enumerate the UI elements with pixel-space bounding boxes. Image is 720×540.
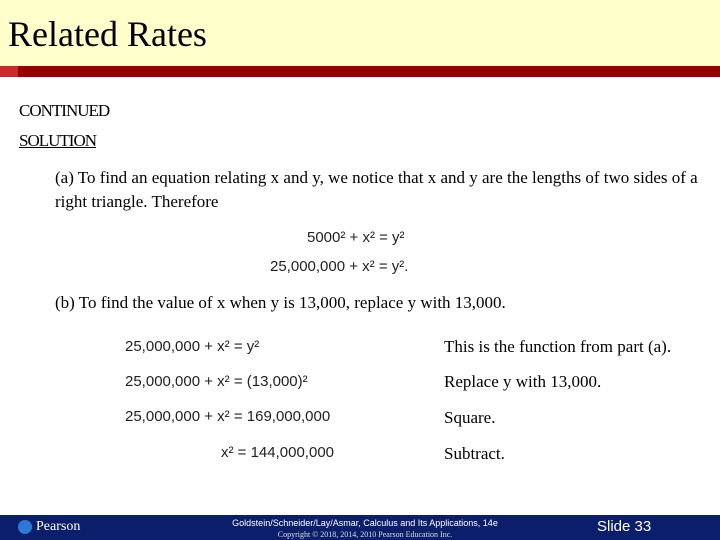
equation-b2: 25,000,000 + x² = (13,000)² [125, 373, 308, 390]
part-b-text: (b) To find the value of x when y is 13,000, replace y with 13,000. [55, 293, 506, 312]
title-rule [0, 66, 720, 77]
part-a-paragraph: (a) To find an equation relating x and y, we notice that x and y are the lengths of two sides of a right triangle. Therefore [55, 168, 698, 211]
equation-b1: 25,000,000 + x² = y² [125, 338, 260, 355]
solution-label: SOLUTION [19, 131, 96, 150]
pearson-logo-icon [18, 520, 32, 534]
note-b2: Replace y with 13,000. [444, 372, 602, 391]
footer-citation: Goldstein/Schneider/Lay/Asmar, Calculus and Its Applications, 14e [232, 518, 498, 528]
note-b4: Subtract. [444, 444, 505, 463]
equation-b3: 25,000,000 + x² = 169,000,000 [125, 408, 331, 425]
footer-copyright: Copyright © 2018, 2014, 2010 Pearson Education Inc. [277, 530, 453, 539]
slide-title: Related Rates [8, 14, 207, 54]
pearson-logo-text: Pearson [36, 519, 81, 534]
title-rule-accent [0, 66, 18, 77]
equation-b4: x² = 144,000,000 [221, 444, 335, 461]
continued-label: CONTINUED [19, 101, 110, 120]
note-b3: Square. [444, 408, 496, 427]
part-a-text [55, 166, 705, 214]
slide-number: Slide 33 [597, 518, 652, 535]
equation-a2: 25,000,000 + x² = y². [270, 258, 409, 275]
equation-a1: 5000² + x² = y² [307, 229, 405, 246]
note-b1: This is the function from part (a). [444, 337, 672, 356]
